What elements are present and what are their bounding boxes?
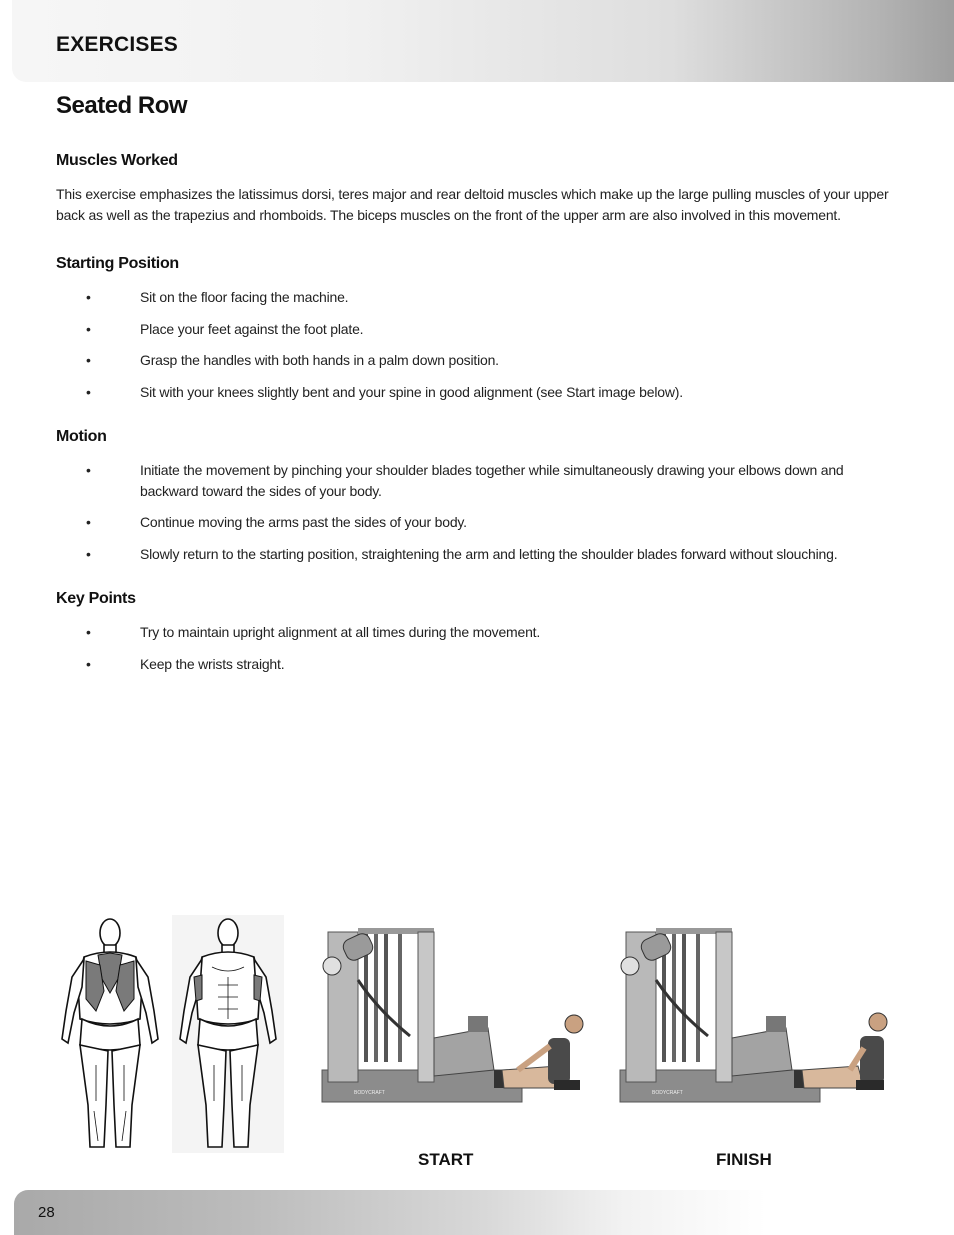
list-item-text: Continue moving the arms past the sides of your body. — [140, 514, 467, 530]
bullet: • — [86, 624, 91, 640]
muscles-worked-heading: Muscles Worked — [56, 152, 178, 169]
motion-heading: Motion — [56, 428, 107, 445]
starting-position-list — [56, 287, 896, 402]
bullet: • — [86, 514, 91, 530]
motion-list — [56, 460, 896, 564]
bullet: • — [86, 545, 91, 562]
muscles-worked-text: This exercise emphasizes the latissimus dorsi, teres major and rear deltoid muscles which make up the large pulling muscles of your upper back as well as the trapezius and rhomboids. The biceps muscles on the front of the upper arm are also involved in this movement. — [56, 186, 889, 223]
list-item-text: Sit on the floor facing the machine. — [140, 289, 349, 305]
bullet: • — [86, 289, 91, 305]
bullet: • — [86, 320, 91, 337]
list-item-text: Slowly return to the starting position, straightening the arm and letting the shoulder blades forward without slouching. — [140, 545, 838, 562]
bullet: • — [86, 383, 91, 400]
svg-text:BODYCRAFT: BODYCRAFT — [652, 1090, 683, 1096]
muscle-diagram-back — [56, 915, 164, 1153]
list-item — [56, 350, 896, 371]
key-points-section — [56, 590, 896, 674]
motion-section — [56, 428, 896, 564]
starting-position-heading: Starting Position — [56, 255, 179, 272]
list-item — [56, 382, 896, 403]
list-item — [56, 460, 896, 501]
section-label: EXERCISES — [56, 33, 179, 56]
bullet: • — [86, 462, 91, 478]
content — [56, 152, 896, 696]
footer-band — [14, 1190, 954, 1235]
start-photo — [318, 920, 590, 1104]
page-title: Seated Row — [56, 92, 188, 119]
bullet: • — [86, 352, 91, 368]
start-caption: START — [418, 1150, 474, 1169]
starting-position-section — [56, 255, 896, 402]
list-item-text: Keep the wrists straight. — [140, 655, 285, 672]
list-item-text: Try to maintain upright alignment at all times during the movement. — [140, 624, 541, 640]
finish-caption: FINISH — [716, 1150, 772, 1169]
svg-text:BODYCRAFT: BODYCRAFT — [354, 1090, 385, 1096]
key-points-list — [56, 622, 896, 674]
list-item-text: Grasp the handles with both hands in a palm down position. — [140, 352, 499, 368]
list-item — [56, 512, 896, 533]
page-number: 28 — [38, 1204, 55, 1221]
muscles-worked-section — [56, 152, 896, 225]
list-item — [56, 622, 896, 643]
key-points-heading: Key Points — [56, 590, 136, 607]
finish-photo — [618, 920, 898, 1104]
bullet: • — [86, 655, 91, 672]
list-item-text: Place your feet against the foot plate. — [140, 320, 364, 337]
list-item — [56, 319, 896, 340]
list-item — [56, 287, 896, 308]
list-item-text: Sit with your knees slightly bent and your spine in good alignment (see Start image below). — [140, 383, 683, 400]
list-item — [56, 654, 896, 675]
list-item — [56, 544, 896, 565]
list-item-text: Initiate the movement by pinching your shoulder blades together while simultaneously drawing your elbows down and backward toward the sides of your body. — [140, 462, 844, 499]
muscle-diagram-front — [172, 915, 284, 1153]
